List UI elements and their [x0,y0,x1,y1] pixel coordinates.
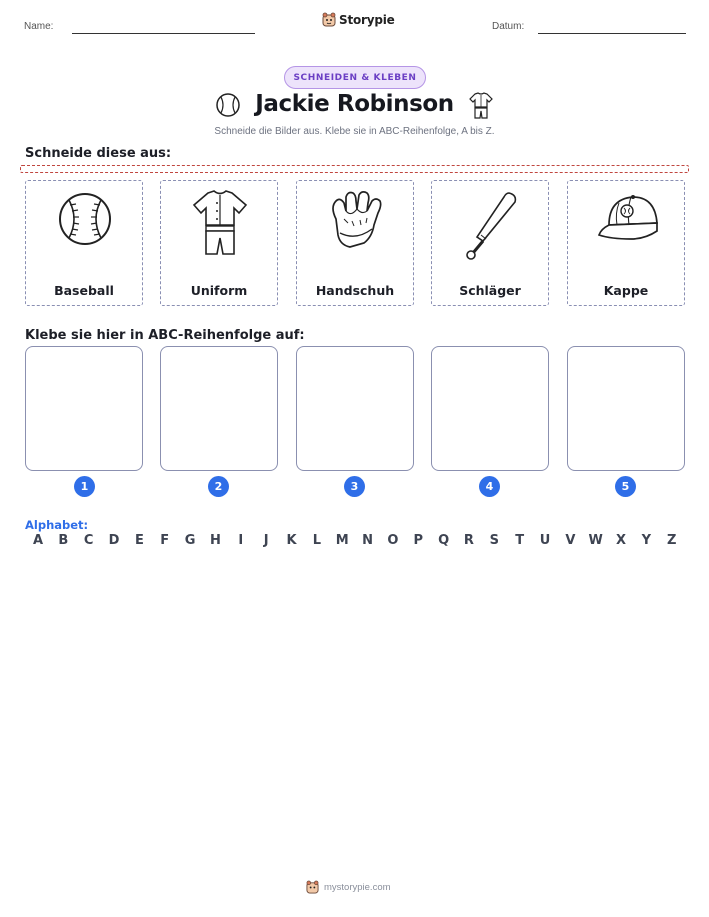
bat-icon [461,189,521,261]
instructions: Schneide die Bilder aus. Klebe sie in ABC-Reihenfolge, A bis Z. [214,126,495,137]
alphabet-letter: G [184,533,196,548]
uniform-title-icon [468,92,494,120]
alphabet-letter: S [489,533,499,548]
cut-card-uniform[interactable] [160,180,278,306]
date-label: Datum: [492,21,525,32]
cut-card-baseball[interactable] [25,180,143,306]
cut-heading: Schneide diese aus: [25,146,172,161]
baseball-icon [55,189,115,249]
brand-name: Storypie [339,12,395,27]
alphabet-letter: B [58,533,69,548]
slot-number-1: 1 [74,476,95,497]
brand-logo [322,12,395,27]
alphabet-letter: V [565,533,576,548]
paste-box-4[interactable] [431,346,549,471]
alphabet-letter: D [108,533,120,548]
alphabet-letter: H [209,533,221,548]
name-label: Name: [24,21,54,32]
slot-number-4: 4 [479,476,500,497]
alphabet-letter: W [588,533,603,548]
paste-heading: Klebe sie hier in ABC-Reihenfolge auf: [25,328,305,343]
alphabet-letter: E [134,533,144,548]
page-title: Jackie Robinson [255,91,454,117]
slot-number-3: 3 [344,476,365,497]
alphabet-letter: P [413,533,424,548]
uniform-icon [190,189,250,261]
alphabet-letter: L [312,533,321,548]
card-label: Handschuh [315,283,395,298]
cut-card-glove[interactable] [296,180,414,306]
alphabet-letter: K [286,533,297,548]
alphabet-letter: C [83,533,94,548]
slot-number-5: 5 [615,476,636,497]
card-label: Baseball [54,283,114,298]
alphabet-letter: X [616,533,627,548]
alphabet-letter: T [515,533,525,548]
alphabet-letter: Y [641,533,652,548]
activity-badge: SCHNEIDEN & KLEBEN [284,66,426,89]
paste-box-1[interactable] [25,346,143,471]
alphabet-letter: J [263,533,269,548]
alphabet-letter: R [463,533,474,548]
name-line[interactable] [72,33,255,34]
slot-number-2: 2 [208,476,229,497]
alphabet-letter: Z [667,533,677,548]
cut-card-cap[interactable] [567,180,685,306]
storypie-footer-icon [306,880,319,894]
alphabet-letter: I [238,533,244,548]
paste-box-2[interactable] [160,346,278,471]
cap-icon [597,189,663,249]
alphabet-letter: F [160,533,170,548]
alphabet-letter: O [387,533,399,548]
cut-card-bat[interactable] [431,180,549,306]
footer-url: mystorypie.com [324,881,391,893]
alphabet-letter: M [335,533,349,548]
alphabet-letter: Q [438,533,450,548]
alphabet-heading: Alphabet: [25,518,89,532]
card-label: Schläger [459,283,521,298]
alphabet-letter: A [32,533,44,548]
date-line[interactable] [538,33,686,34]
card-label: Uniform [190,283,248,298]
alphabet-letter: N [362,533,373,548]
alphabet-letter: U [539,533,551,548]
paste-box-5[interactable] [567,346,685,471]
storypie-mascot-icon [322,12,336,27]
cut-line [20,165,689,173]
card-label: Kappe [603,283,649,298]
footer [306,880,391,894]
glove-icon [326,189,388,253]
paste-box-3[interactable] [296,346,414,471]
